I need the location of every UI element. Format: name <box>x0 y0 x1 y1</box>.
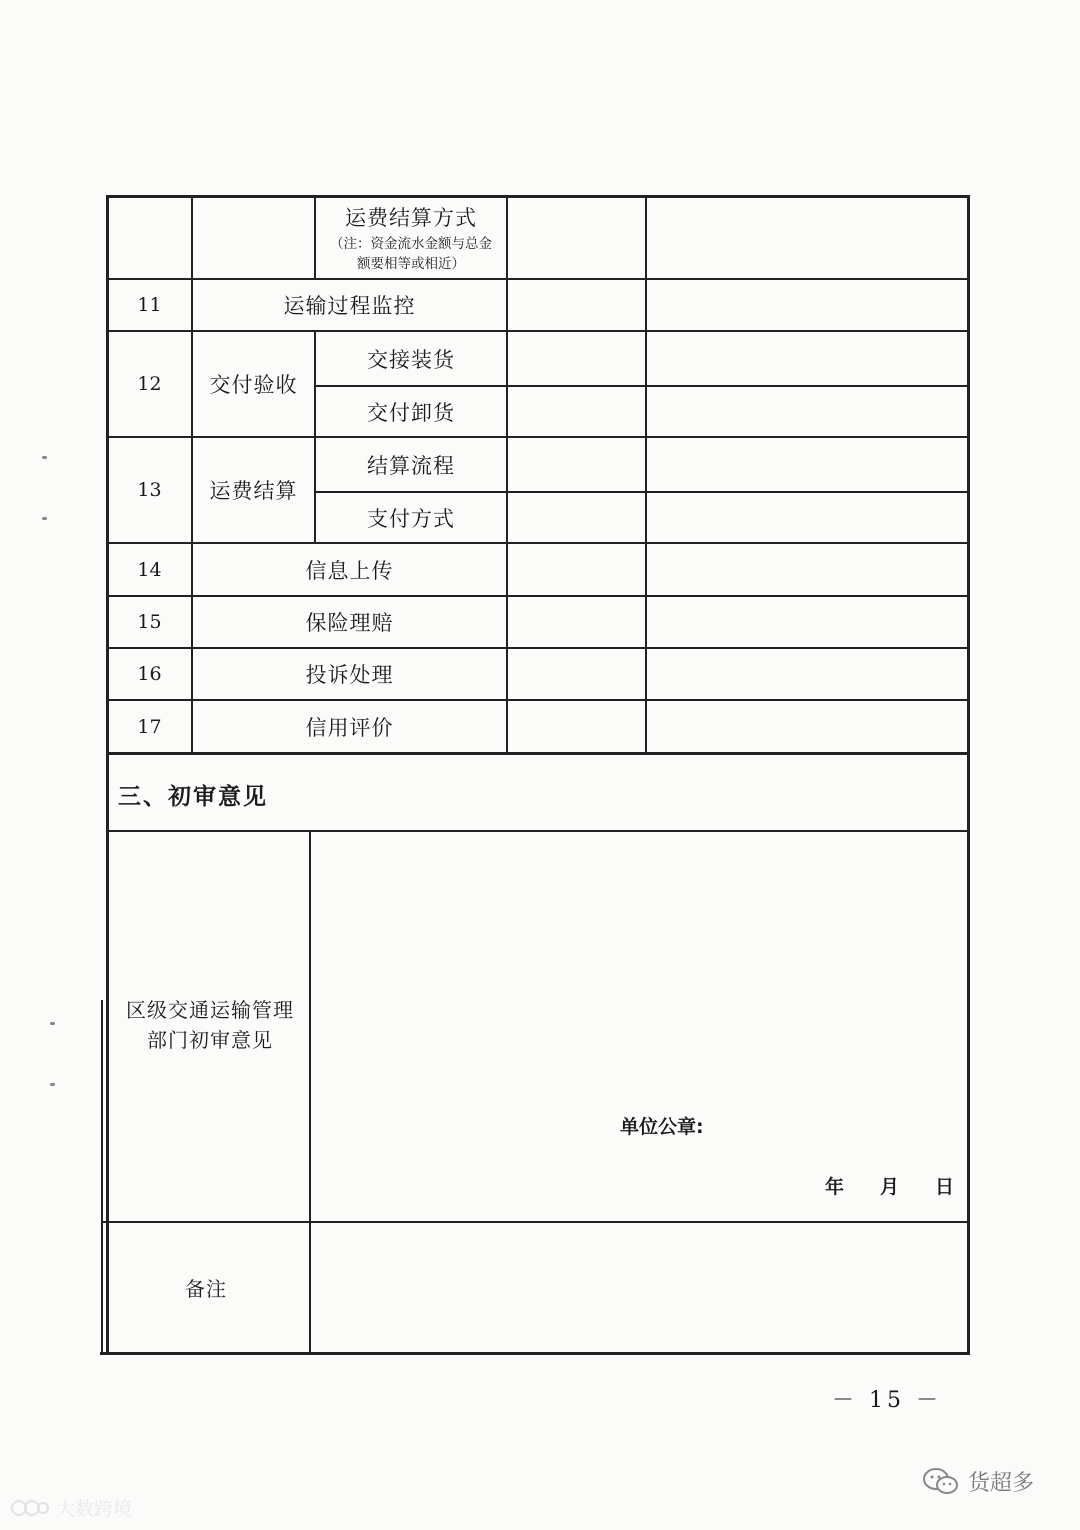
wechat-icon <box>922 1467 960 1497</box>
row-12-number: 12 <box>137 373 162 395</box>
row-16-number: 16 <box>137 663 162 685</box>
table-bottom-border <box>100 1352 967 1355</box>
row-13-group: 运费结算 <box>209 479 298 503</box>
watermark-right-text: 货超多 <box>968 1471 1035 1496</box>
row-line <box>106 752 969 755</box>
scan-speck <box>50 1083 55 1086</box>
remarks-label: 备注 <box>185 1277 227 1301</box>
watermark-logo-icon <box>10 1497 50 1519</box>
freight-method-note: （注：资金流水金额与总金额要相等或相近） <box>330 235 492 272</box>
col-line <box>191 195 193 278</box>
row-11-item: 运输过程监控 <box>283 294 416 318</box>
row-13-sub-payment: 支付方式 <box>367 506 455 531</box>
scan-speck <box>42 456 47 459</box>
col-line <box>506 195 508 754</box>
row-17-item: 信用评价 <box>305 715 394 740</box>
section-3-title: 三、初审意见 <box>118 784 268 810</box>
date-day: 日 <box>935 1176 955 1198</box>
review-label: 区级交通运输管理部门初审意见 <box>126 998 294 1052</box>
section-line <box>106 830 969 832</box>
row-15-number: 15 <box>137 611 162 633</box>
row-13-number: 13 <box>137 479 162 501</box>
watermark-left-text: 大数跨境 <box>56 1498 133 1520</box>
section-divider <box>309 830 311 1354</box>
table-top-border <box>108 195 969 198</box>
freight-method-label: 运费结算方式 <box>345 205 477 230</box>
date-year: 年 <box>825 1176 845 1198</box>
row-13-sub-process: 结算流程 <box>367 453 455 478</box>
watermark-right <box>922 1466 1034 1497</box>
seal-label: 单位公章: <box>620 1116 704 1138</box>
row-14-item: 信息上传 <box>305 558 394 583</box>
freight-method-cell <box>316 197 506 278</box>
row-15-item: 保险理赔 <box>305 611 394 635</box>
row-14-number: 14 <box>137 558 162 581</box>
row-12-group: 交付验收 <box>209 373 298 397</box>
row-17-number: 17 <box>137 715 162 738</box>
date-month: 月 <box>880 1176 900 1198</box>
row-12-sub-unloading: 交付卸货 <box>367 400 455 425</box>
scan-speck <box>42 517 47 520</box>
table-right-border <box>967 195 970 1355</box>
row-11-number: 11 <box>137 294 162 316</box>
row-16-item: 投诉处理 <box>305 663 394 687</box>
scan-speck <box>50 1022 55 1025</box>
page-number: － 15 － <box>832 1388 942 1413</box>
col-line <box>645 195 647 754</box>
watermark-left <box>10 1494 132 1521</box>
row-12-sub-loading: 交接装货 <box>367 347 455 372</box>
